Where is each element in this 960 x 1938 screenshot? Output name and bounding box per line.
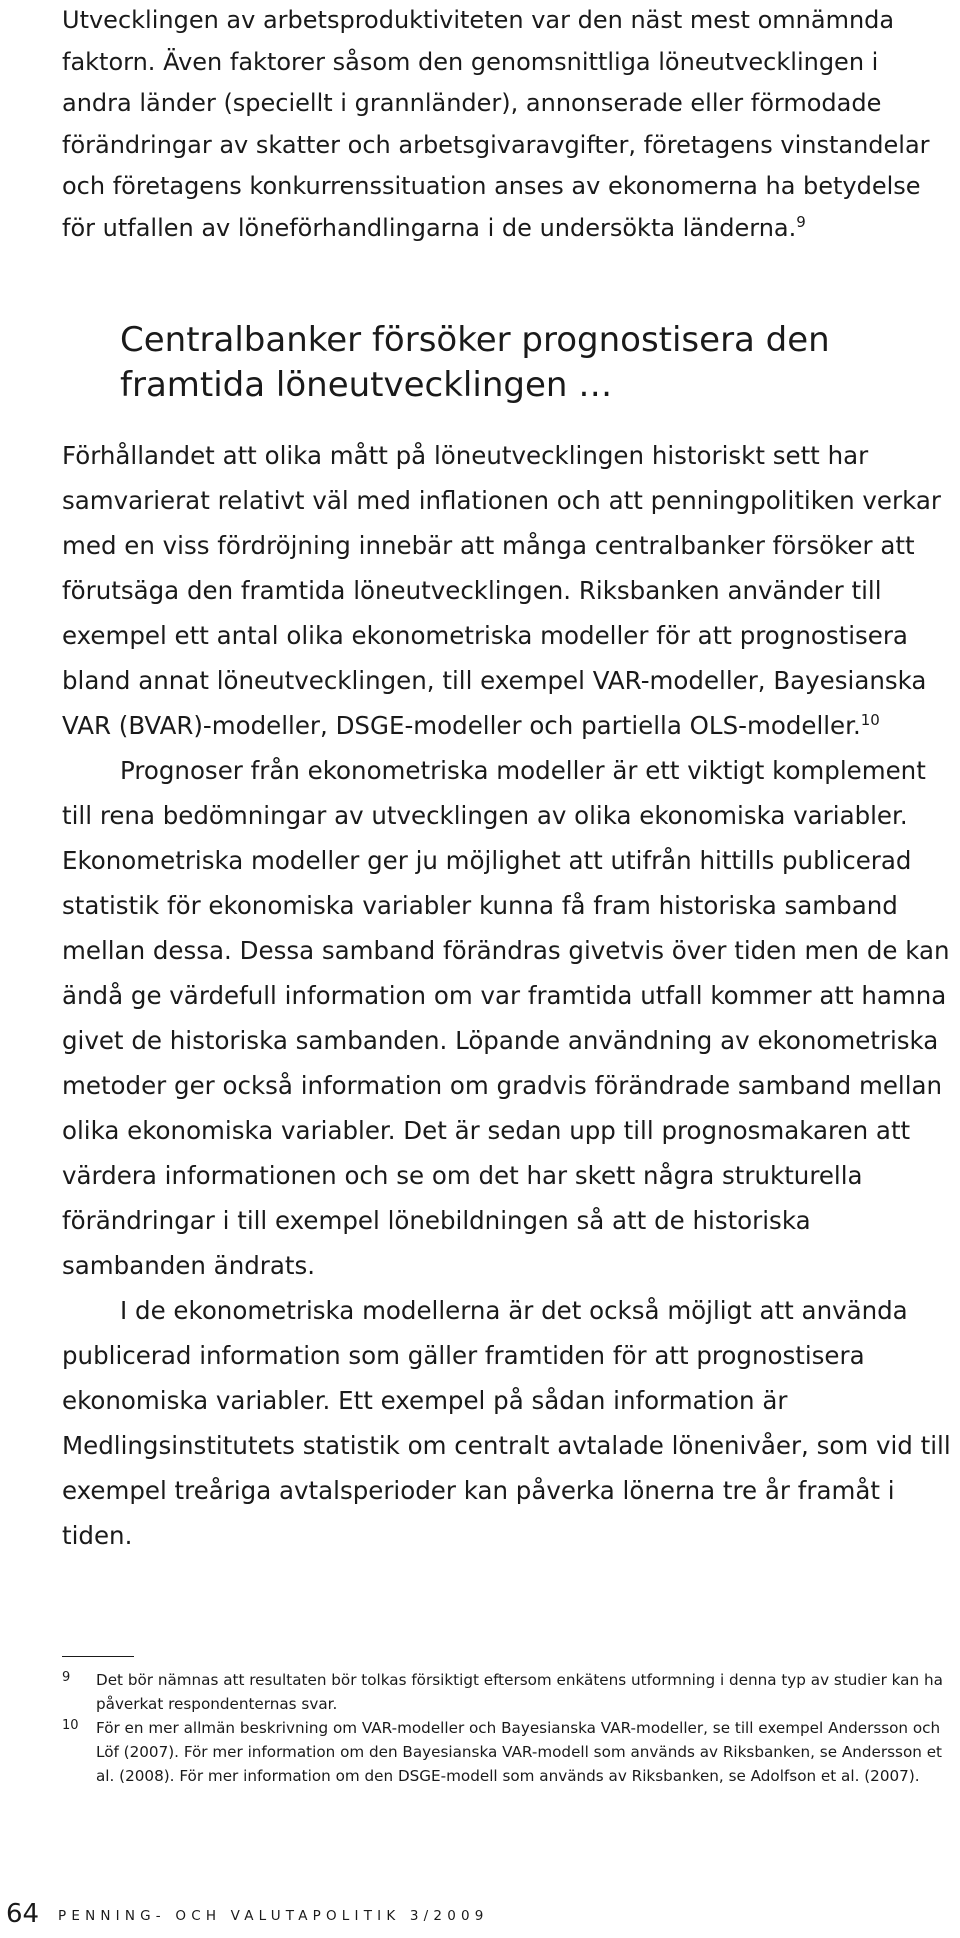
body-paragraph-2: Prognoser från ekonometriska modeller är ett viktigt komplement till rena bedömningar av utvecklingen av olika ekonomiska variabler. Ekonometriska modeller ger ju möjlighet att utifrån hittills publicerad statistik för ekonomiska variabler kunna få fram historiska samband mellan dessa. Dessa samband förändras givetvis över tiden men de kan ändå ge värdefull information om var framtida utfall kommer att hamna givet de historiska sambanden. Löpande användning av ekonometriska metoder ger också information om gradvis förändrade samband mellan olika ekonomiska variabler. Det är sedan upp till prognosmakaren att värdera informationen och se om det har skett några strukturella förändringar i till exempel lönebildningen så att de historiska sambanden ändrats. [62,756,950,1280]
running-title: PENNING- OCH VALUTAPOLITIK 3/2009 [58,1908,489,1924]
footnote-text: För en mer allmän beskrivning om VAR-modeller och Bayesianska VAR-modeller, se till exempel Andersson och Löf (2007). För mer information om den Bayesianska VAR-modell som används av Riksbanken, se Andersson et al. (2008). För mer information om den DSGE-modell som används av Riksbanken, se Adolfson et al. (2007). [96,1719,942,1785]
intro-paragraph [62,0,952,249]
page-number: 64 [6,1899,40,1929]
page-footer [0,1898,960,1934]
footnotes [62,1668,954,1788]
footnote-number: 9 [62,1670,71,1685]
paragraph-text: Förhållandet att olika mått på löneutvecklingen historiskt sett har samvarierat relativt väl med inflationen och att penningpolitiken verkar med en viss fördröjning innebär att många centralbanker försöker att förutsäga den framtida löneutvecklingen. Riksbanken använder till exempel ett antal olika ekonometriska modeller för att prognostisera bland annat löneutvecklingen, till exempel VAR-modeller, Bayesianska VAR (BVAR)-modeller, DSGE-modeller och partiella OLS-modeller. [62,441,941,740]
intro-text: Utvecklingen av arbetsproduktiviteten var den näst mest omnämnda faktorn. Även faktorer såsom den genomsnittliga löneutvecklingen i andra länder (speciellt i grannländer), annonserade eller förmodade förändringar av skatter och arbetsgivaravgifter, företagens vinstandelar och företagens konkurrenssituation anses av ekonomerna ha betydelse för utfallen av löneförhandlingarna i de undersökta länderna. [62,6,930,242]
footnote-ref-9[interactable]: 9 [796,212,806,231]
body-paragraph-1 [62,433,954,748]
footnote-9 [62,1668,954,1716]
section-body [62,433,954,1558]
footnote-text: Det bör nämnas att resultaten bör tolkas försiktigt eftersom enkätens utformning i denna typ av studier kan ha påverkat respondenternas svar. [96,1671,943,1713]
body-paragraph-3: I de ekonometriska modellerna är det också möjligt att använda publicerad information som gäller framtiden för att prognostisera ekonomiska variabler. Ett exempel på sådan information är Medlingsinstitutets statistik om centralt avtalade lönenivåer, som vid till exempel treåriga avtalsperioder kan påverka lönerna tre år framåt i tiden. [62,1296,951,1550]
footnote-divider [62,1656,134,1657]
footnote-10 [62,1716,954,1788]
section-heading: Centralbanker försöker prognostisera den framtida löneutvecklingen … [120,320,830,405]
footnote-number: 10 [62,1718,79,1733]
footnote-ref-10[interactable]: 10 [860,710,880,729]
